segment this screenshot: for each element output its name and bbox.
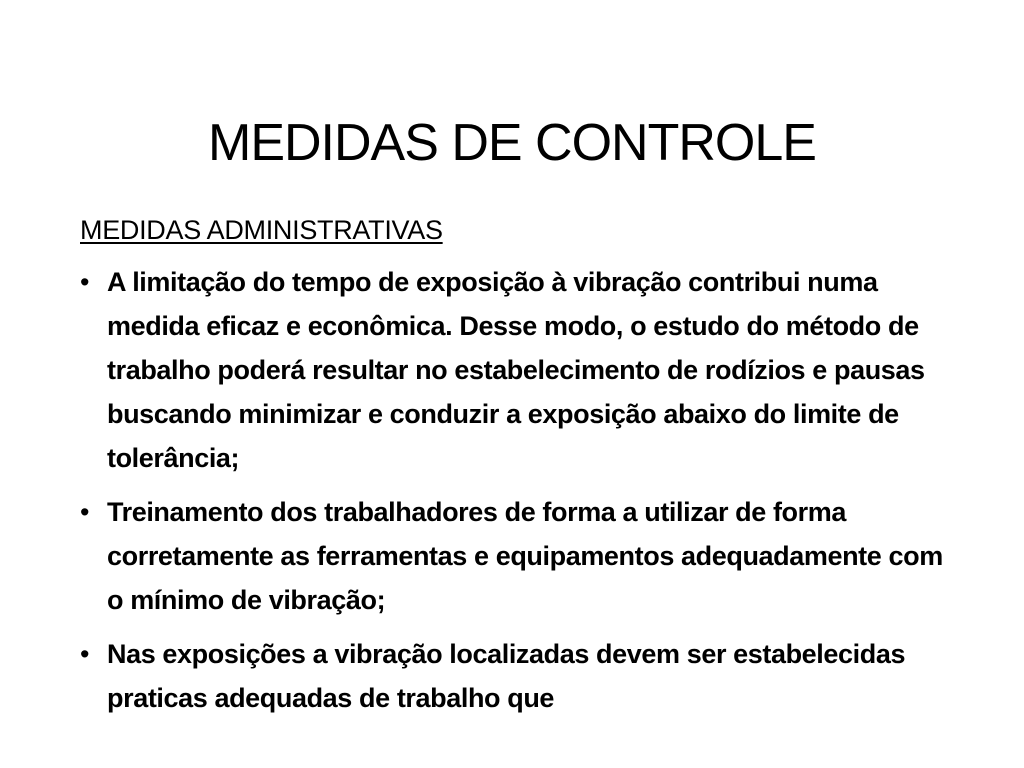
bullet-item (80, 632, 950, 720)
bullet-list (80, 260, 950, 720)
bullet-item (80, 260, 950, 480)
bullet-icon: • (80, 267, 90, 298)
slide-content (80, 213, 950, 730)
section-heading: MEDIDAS ADMINISTRATIVAS (80, 215, 443, 245)
bullet-text: Nas exposições a vibração localizadas devem ser estabelecidas praticas adequadas de trabalho que (107, 639, 906, 714)
bullet-icon: • (80, 497, 90, 528)
bullet-text: A limitação do tempo de exposição à vibração contribui numa medida eficaz e econômica. Desse modo, o estudo do método de trabalho poderá resultar no estabelecimento de rodízios e pausas buscando minimizar e conduzir a exposição abaixo do limite de tolerância; (107, 267, 925, 474)
bullet-item (80, 490, 950, 622)
bullet-icon: • (80, 639, 90, 670)
bullet-text: Treinamento dos trabalhadores de forma a utilizar de forma corretamente as ferramentas e equipamentos adequadamente com o mínimo de vibração; (107, 497, 943, 616)
slide-title: MEDIDAS DE CONTROLE (208, 113, 816, 172)
